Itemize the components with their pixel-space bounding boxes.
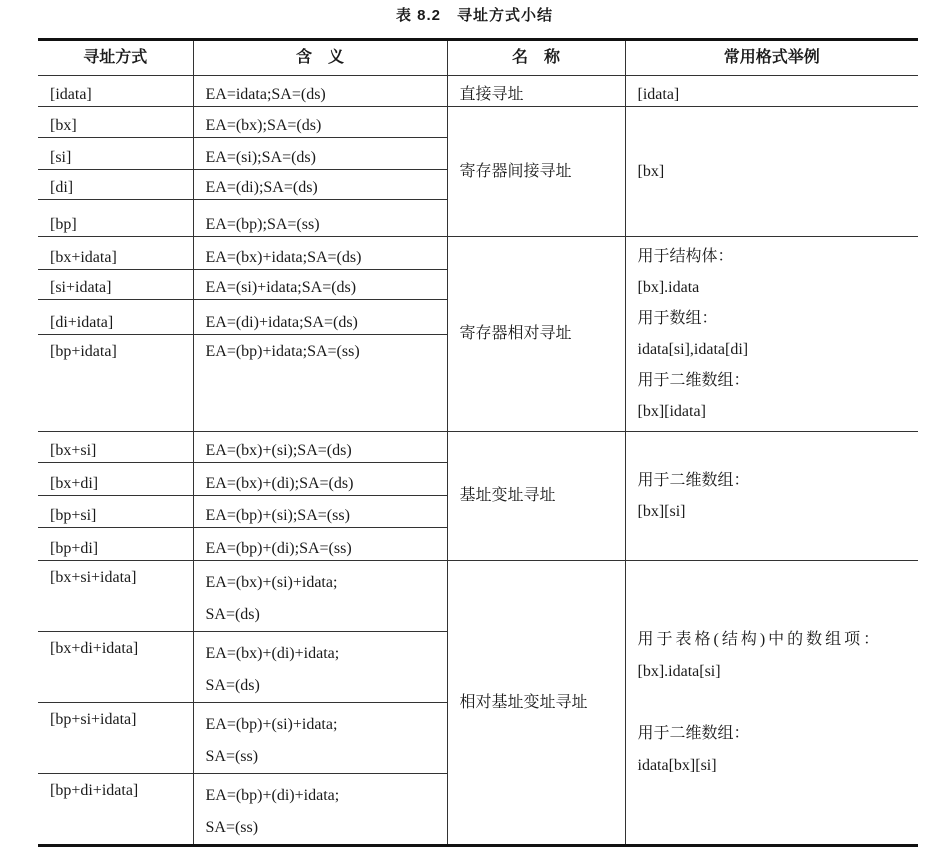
name-cell: 基址变址寻址: [447, 432, 625, 561]
addressing-modes-table: [38, 38, 918, 847]
meaning-cell: EA=(bp)+(di);SA=(ss): [193, 528, 447, 561]
mode-cell: [bx+di+idata]: [38, 632, 193, 703]
meaning-cell: EA=(si);SA=(ds): [193, 138, 447, 170]
mode-cell: [bp+di]: [38, 528, 193, 561]
name-cell: 寄存器相对寻址: [447, 237, 625, 432]
header-name: 名 称: [447, 40, 625, 76]
table-row: [38, 561, 918, 632]
mode-cell: [bx+idata]: [38, 237, 193, 270]
meaning-cell: [193, 774, 447, 846]
meaning-cell: EA=(si)+idata;SA=(ds): [193, 270, 447, 300]
meaning-cell: [193, 632, 447, 703]
meaning-cell: [193, 703, 447, 774]
meaning-line: EA=(bp)+(si)+idata;: [205, 716, 338, 733]
example-line: [bx].idata: [637, 279, 700, 296]
example-line: idata[bx][si]: [637, 756, 717, 774]
meaning-cell: EA=(bp);SA=(ss): [193, 200, 447, 237]
meaning-line: SA=(ss): [205, 748, 259, 765]
example-cell: [idata]: [625, 76, 918, 107]
meaning-line: EA=(bp)+(di)+idata;: [205, 787, 340, 804]
meaning-cell: EA=(bx)+(si);SA=(ds): [193, 432, 447, 463]
mode-cell: [bp+idata]: [38, 335, 193, 432]
mode-cell: [bx+si+idata]: [38, 561, 193, 632]
mode-cell: [di]: [38, 170, 193, 200]
name-cell: 直接寻址: [447, 76, 625, 107]
example-cell: [625, 237, 918, 432]
mode-cell: [bp+di+idata]: [38, 774, 193, 846]
meaning-cell: EA=(bx);SA=(ds): [193, 107, 447, 138]
mode-cell: [bp+si]: [38, 496, 193, 528]
example-line: 用于数组：: [637, 310, 718, 327]
header-examples: 常用格式举例: [625, 40, 918, 76]
mode-cell: [si+idata]: [38, 270, 193, 300]
meaning-cell: [193, 561, 447, 632]
example-line: idata[si],idata[di]: [637, 341, 749, 358]
table-row: [38, 76, 918, 107]
meaning-cell: EA=idata;SA=(ds): [193, 76, 447, 107]
example-cell: [625, 561, 918, 846]
example-line: 用于结构体：: [637, 248, 734, 265]
example-cell: [625, 432, 918, 561]
meaning-line: SA=(ds): [205, 677, 260, 694]
example-line: 用于二维数组：: [637, 472, 750, 489]
name-cell: 寄存器间接寻址: [447, 107, 625, 237]
meaning-cell: EA=(bp)+(si);SA=(ss): [193, 496, 447, 528]
mode-cell: [idata]: [38, 76, 193, 107]
meaning-line: EA=(bx)+(si)+idata;: [205, 574, 338, 591]
mode-cell: [bx+di]: [38, 463, 193, 496]
meaning-line: EA=(bx)+(di)+idata;: [205, 645, 340, 662]
example-line: 用于二维数组：: [637, 372, 750, 389]
table-row: [38, 107, 918, 138]
meaning-line: SA=(ss): [205, 819, 259, 836]
example-line: [bx][si]: [637, 503, 686, 520]
header-row: [38, 40, 918, 76]
table-row: [38, 432, 918, 463]
example-line: 用于二维数组：: [637, 724, 750, 742]
table-caption: 表 8.2 寻址方式小结: [395, 7, 554, 24]
header-mode: 寻址方式: [38, 40, 193, 76]
mode-cell: [bx+si]: [38, 432, 193, 463]
mode-cell: [bp+si+idata]: [38, 703, 193, 774]
mode-cell: [si]: [38, 138, 193, 170]
example-line: 用于表格(结构)中的数组项：: [637, 630, 883, 648]
meaning-cell: EA=(bx)+(di);SA=(ds): [193, 463, 447, 496]
mode-cell: [bx]: [38, 107, 193, 138]
meaning-cell: EA=(bp)+idata;SA=(ss): [193, 335, 447, 432]
table-row: [38, 237, 918, 270]
example-cell: [bx]: [625, 107, 918, 237]
name-cell: 相对基址变址寻址: [447, 561, 625, 846]
header-meaning: 含 义: [193, 40, 447, 76]
meaning-cell: EA=(bx)+idata;SA=(ds): [193, 237, 447, 270]
meaning-line: SA=(ds): [205, 606, 260, 623]
mode-cell: [bp]: [38, 200, 193, 237]
example-spacer: [638, 688, 919, 718]
meaning-cell: EA=(di);SA=(ds): [193, 170, 447, 200]
meaning-cell: EA=(di)+idata;SA=(ds): [193, 300, 447, 335]
mode-cell: [di+idata]: [38, 300, 193, 335]
example-line: [bx][idata]: [637, 403, 706, 420]
example-line: [bx].idata[si]: [637, 662, 721, 680]
